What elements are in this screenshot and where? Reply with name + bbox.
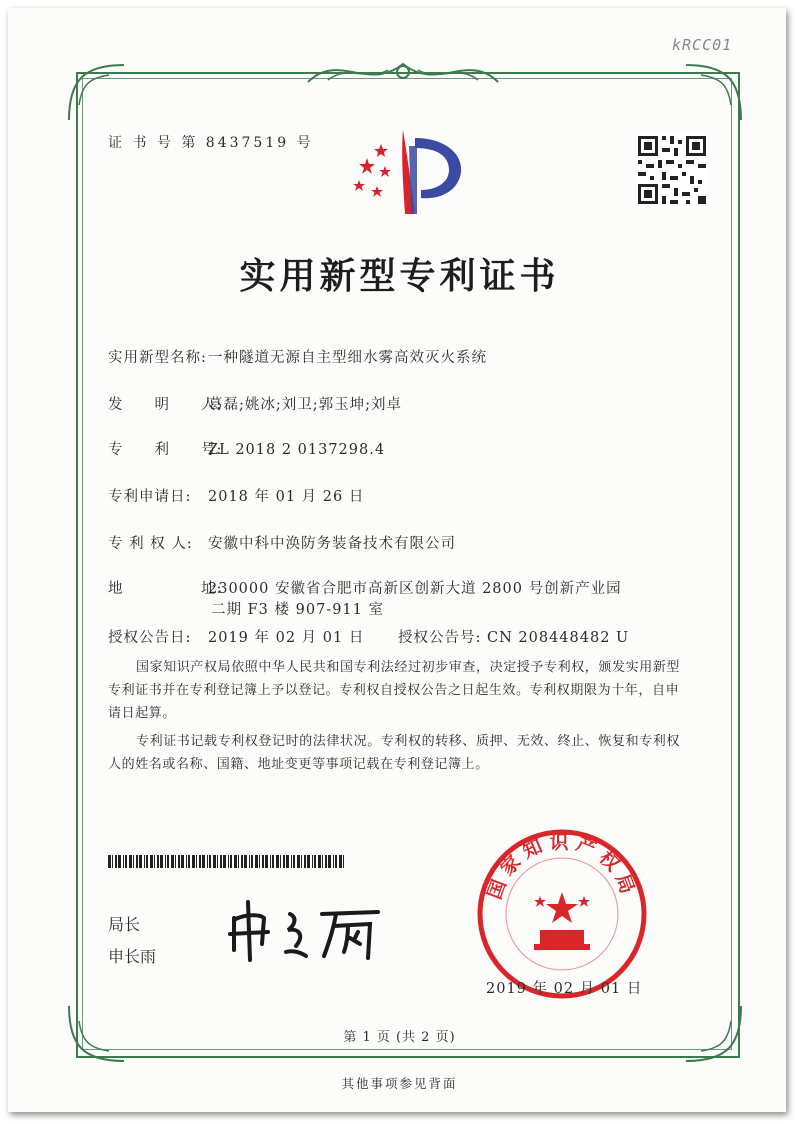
- barcode-bar: [291, 855, 292, 868]
- barcode-bar: [333, 855, 334, 868]
- field-label: 专 利 号:: [108, 442, 223, 458]
- field-value: 2018 年 01 月 26 日: [208, 489, 365, 505]
- barcode-bar: [144, 855, 145, 868]
- barcode-bar: [307, 855, 310, 868]
- barcode-bar: [230, 855, 232, 868]
- barcode-bar: [328, 855, 331, 868]
- barcode-bar: [115, 855, 117, 868]
- field-address: [108, 577, 622, 598]
- barcode-bar: [154, 855, 155, 868]
- field-label: 地 址:: [108, 581, 223, 597]
- svg-text:国家知识产权局: [484, 830, 641, 902]
- cnipa-logo: [345, 124, 465, 220]
- barcode-bar: [199, 855, 201, 868]
- barcode: [108, 855, 344, 868]
- barcode-bar: [270, 855, 271, 868]
- page-indicator: 第 1 页 (共 2 页): [343, 1030, 456, 1045]
- footer-note: 其他事项参见背面: [341, 1076, 458, 1091]
- field-label: 专利申请日:: [108, 489, 192, 505]
- director-title: 局长: [108, 915, 141, 934]
- barcode-bar: [125, 855, 127, 868]
- barcode-bar: [165, 855, 166, 868]
- field-patentee: [108, 532, 456, 553]
- barcode-bar: [133, 855, 134, 868]
- barcode-bar: [255, 855, 258, 868]
- top-ornament: [298, 52, 508, 92]
- certificate-title: 实用新型专利证书: [239, 255, 560, 297]
- barcode-bar: [297, 855, 300, 868]
- field-label: 发 明 人:: [108, 397, 223, 413]
- seal-text: 国家知识产权局: [483, 831, 641, 903]
- barcode-bar: [186, 855, 187, 868]
- barcode-bar: [301, 855, 302, 868]
- barcode-bar: [234, 855, 237, 868]
- barcode-bar: [139, 855, 142, 868]
- barcode-bar: [238, 855, 239, 868]
- barcode-bar: [108, 855, 111, 868]
- barcode-bar: [207, 855, 208, 868]
- barcode-bar: [209, 855, 211, 868]
- barcode-bar: [262, 855, 264, 868]
- corner-ornament-tr: [676, 60, 746, 130]
- barcode-bar: [241, 855, 243, 868]
- barcode-bar: [167, 855, 169, 868]
- field-label: 实用新型名称:: [108, 350, 207, 366]
- barcode-bar: [304, 855, 306, 868]
- field-patent-number: [108, 438, 385, 459]
- barcode-bar: [314, 855, 316, 868]
- barcode-bar: [129, 855, 132, 868]
- certificate-number: 证 书 号 第 8437519 号: [108, 135, 314, 151]
- barcode-bar: [223, 855, 226, 868]
- barcode-bar: [202, 855, 205, 868]
- barcode-bar: [175, 855, 176, 868]
- field-inventors: [108, 393, 402, 414]
- barcode-bar: [181, 855, 184, 868]
- barcode-bar: [228, 855, 229, 868]
- barcode-bar: [217, 855, 218, 868]
- barcode-bar: [283, 855, 285, 868]
- barcode-bar: [160, 855, 163, 868]
- field-grant-number: [398, 626, 629, 647]
- barcode-bar: [343, 855, 344, 868]
- barcode-bar: [178, 855, 180, 868]
- barcode-bar: [220, 855, 222, 868]
- barcode-bar: [272, 855, 274, 868]
- barcode-bar: [322, 855, 323, 868]
- barcode-bar: [123, 855, 124, 868]
- field-filing-date: [108, 485, 364, 506]
- field-label: 授权公告号:: [398, 630, 482, 646]
- paragraph-grant-statement: 国家知识产权局依照中华人民共和国专利法经过初步审查，决定授予专利权，颁发实用新型专利证书并在专利登记簿上予以登记。专利权自授权公告之日起生效。专利权期限为十年，自申请日起算。: [108, 660, 681, 721]
- barcode-bar: [335, 855, 337, 868]
- barcode-bar: [136, 855, 138, 868]
- barcode-bar: [157, 855, 159, 868]
- field-value: 一种隧道无源自主型细水雾高效灭火系统: [208, 350, 487, 366]
- field-value: 2019 年 02 月 01 日: [208, 630, 365, 646]
- barcode-bar: [244, 855, 247, 868]
- barcode-bar: [150, 855, 153, 868]
- director-signature: [220, 896, 400, 966]
- barcode-bar: [293, 855, 295, 868]
- barcode-bar: [118, 855, 121, 868]
- barcode-bar: [339, 855, 342, 868]
- barcode-bar: [265, 855, 268, 868]
- barcode-bar: [196, 855, 197, 868]
- barcode-bar: [312, 855, 313, 868]
- barcode-bar: [318, 855, 321, 868]
- barcode-bar: [276, 855, 279, 868]
- field-value: ZL 2018 2 0137298.4: [208, 442, 386, 458]
- official-seal: [474, 826, 650, 1002]
- field-value: CN 208448482 U: [487, 630, 630, 646]
- barcode-bar: [171, 855, 174, 868]
- corner-ornament-tl: [64, 60, 134, 130]
- field-value: 葛磊;姚冰;刘卫;郭玉坤;刘卓: [208, 397, 403, 413]
- barcode-bar: [286, 855, 289, 868]
- barcode-bar: [259, 855, 260, 868]
- barcode-bar: [325, 855, 327, 868]
- barcode-bar: [112, 855, 113, 868]
- field-value: 230000 安徽省合肥市高新区创新大道 2800 号创新产业园: [208, 581, 622, 597]
- field-grant-date: [108, 626, 364, 647]
- barcode-bar: [280, 855, 281, 868]
- field-label: 专 利 权 人:: [108, 536, 193, 552]
- field-value: 安徽中科中涣防务装备技术有限公司: [208, 536, 456, 552]
- field-label: 授权公告日:: [108, 630, 192, 646]
- barcode-bar: [249, 855, 250, 868]
- paragraph-legal-status: 专利证书记载专利权登记时的法律状况。专利权的转移、质押、无效、终止、恢复和专利权人的姓名或名称、国籍、地址变更等事项记载在专利登记簿上。: [108, 734, 681, 772]
- barcode-bar: [251, 855, 253, 868]
- director-name: 申长雨: [108, 947, 157, 966]
- barcode-bar: [213, 855, 216, 868]
- handwritten-note: kRCC01: [672, 36, 733, 54]
- barcode-bar: [192, 855, 195, 868]
- field-utility-model-name: [108, 346, 487, 367]
- barcode-bar: [146, 855, 148, 868]
- qr-code: [636, 134, 708, 206]
- field-address-line2: 二期 F3 楼 907-911 室: [211, 602, 384, 618]
- barcode-bar: [188, 855, 190, 868]
- seal-date: 2019 年 02 月 01 日: [486, 981, 643, 997]
